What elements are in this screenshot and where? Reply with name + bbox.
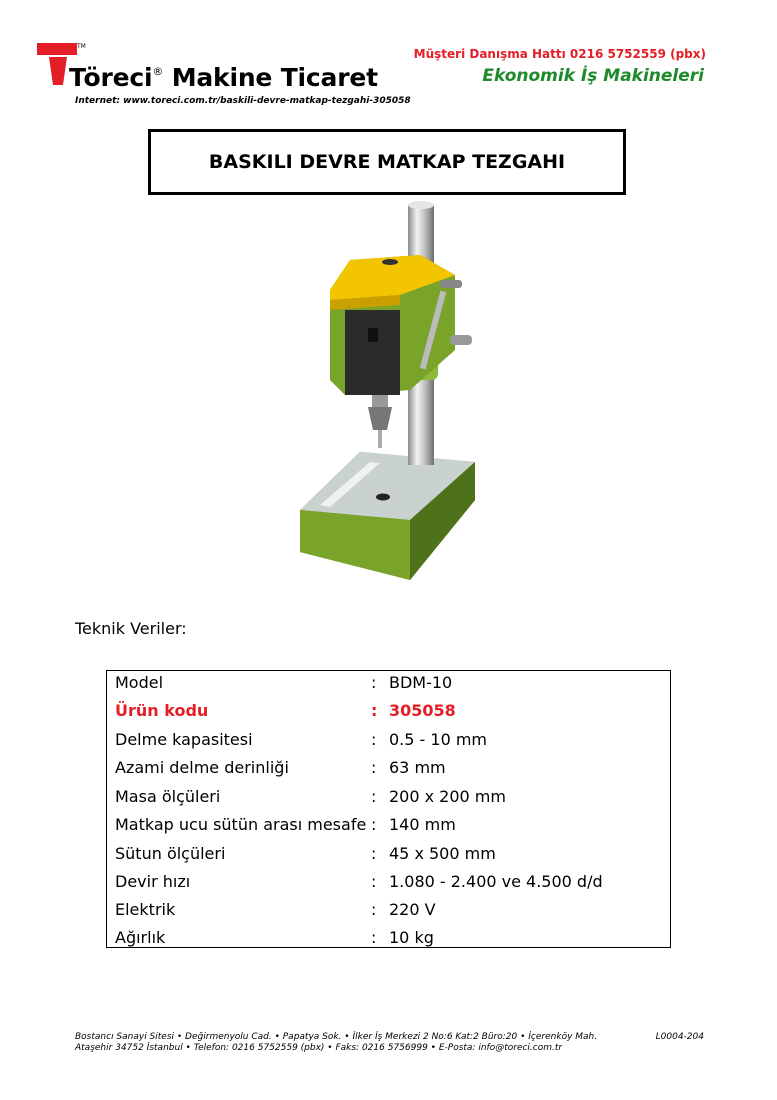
spec-value: 1.080 - 2.400 ve 4.500 d/d	[389, 872, 603, 891]
spec-separator: :	[371, 928, 377, 947]
spec-value: 63 mm	[389, 758, 446, 777]
spec-label: Matkap ucu sütün arası mesafe	[115, 815, 367, 834]
spec-value: BDM-10	[389, 673, 453, 692]
spec-label: Elektrik	[115, 900, 176, 919]
spec-value: 305058	[389, 701, 456, 720]
spec-separator: :	[371, 673, 377, 692]
spec-label: Sütun ölçüleri	[115, 844, 226, 863]
spec-separator: :	[371, 815, 377, 834]
spec-label: Ağırlık	[115, 928, 166, 947]
slogan: Ekonomik İş Makineleri	[482, 66, 704, 86]
spec-value: 0.5 - 10 mm	[389, 730, 488, 749]
company-name: Töreci® Makine Ticaret	[69, 63, 378, 92]
product-title-box	[148, 129, 626, 195]
footer-address-line-1: Bostancı Sanayi Sitesi • Değirmenyolu Cad. • Papatya Sok. • İlker İş Merkezi 2 No:6 Kat:2 Büro:20 • İçerenköy Mah.	[75, 1032, 598, 1042]
drill-press-image	[290, 200, 490, 585]
customer-hotline: Müşteri Danışma Hattı 0216 5752559 (pbx)	[413, 47, 706, 61]
spec-label: Delme kapasitesi	[115, 730, 253, 749]
spec-value: 200 x 200 mm	[389, 787, 506, 806]
spec-table	[106, 670, 671, 948]
document-code: L0004-204	[655, 1032, 704, 1042]
spec-label: Ürün kodu	[115, 701, 209, 720]
trademark-mark: TM	[77, 43, 86, 50]
spec-label: Model	[115, 673, 164, 692]
spec-separator: :	[371, 872, 377, 891]
spec-value: 10 kg	[389, 928, 434, 947]
technical-data-heading: Teknik Veriler:	[75, 619, 187, 638]
spec-value: 220 V	[389, 900, 436, 919]
spec-value: 140 mm	[389, 815, 456, 834]
product-title: BASKILI DEVRE MATKAP TEZGAHI	[208, 151, 566, 173]
spec-separator: :	[371, 844, 377, 863]
footer-address-line-2: Ataşehir 34752 İstanbul • Telefon: 0216 5752559 (pbx) • Faks: 0216 5756999 • E-Posta: info@toreci.com.tr	[75, 1043, 563, 1053]
spec-separator: :	[371, 701, 378, 720]
spec-separator: :	[371, 730, 377, 749]
internet-url[interactable]: Internet: www.toreci.com.tr/baskili-devre-matkap-tezgahi-305058	[75, 96, 411, 106]
spec-label: Devir hızı	[115, 872, 191, 891]
spec-separator: :	[371, 787, 377, 806]
spec-separator: :	[371, 900, 377, 919]
spec-separator: :	[371, 758, 377, 777]
spec-label: Azami delme derinliği	[115, 758, 289, 777]
spec-value: 45 x 500 mm	[389, 844, 496, 863]
spec-label: Masa ölçüleri	[115, 787, 221, 806]
